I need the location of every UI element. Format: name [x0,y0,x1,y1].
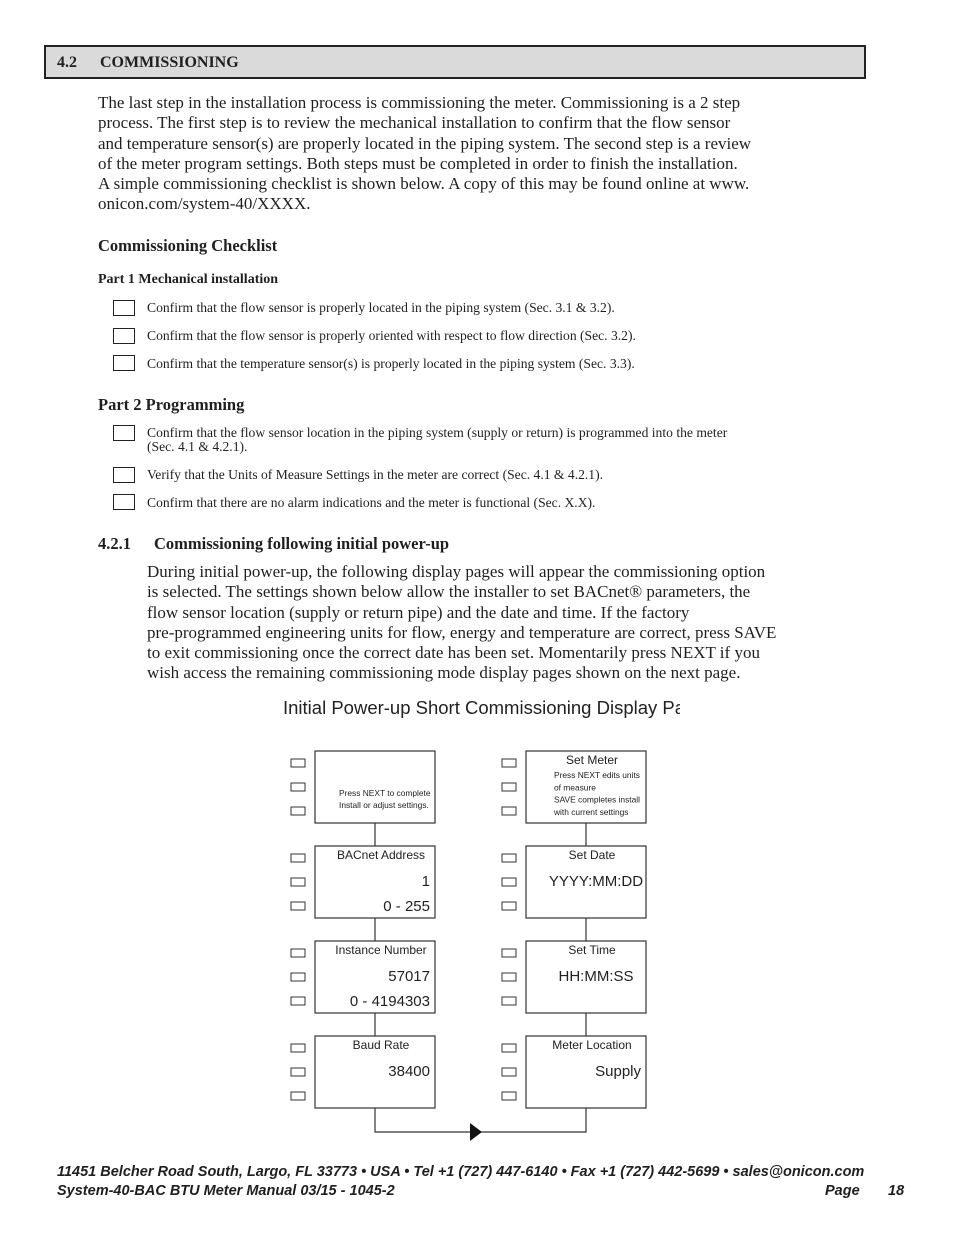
meter-button[interactable] [291,759,305,767]
footer-address: 11451 Belcher Road South, Largo, FL 33773 • USA • Tel +1 (727) 447-6140 • Fax +1 (727) 442-5699 • sales@onicon.com [57,1164,865,1180]
part1-title: Part 1 Mechanical installation [98,272,279,287]
footer-page-number: 18 [888,1183,905,1199]
checkbox[interactable] [113,300,135,316]
checklist-item-text: (Sec. 4.1 & 4.2.1). [147,439,248,454]
meter-button[interactable] [502,854,516,862]
meter-button[interactable] [502,973,516,981]
meter-button[interactable] [502,807,516,815]
intro-line: of the meter program settings. Both steps must be completed in order to finish the installation. [98,153,738,173]
checklist-item-text: Confirm that the flow sensor location in the piping system (supply or return) is programmed into the meter [147,425,728,440]
screen-heading: Instance Number [335,943,427,957]
meter-button[interactable] [291,902,305,910]
body-line: pre-programmed engineering units for flow, energy and temperature are correct, press SAVE [147,622,777,642]
subsection-number: 4.2.1 [98,534,131,553]
body-line: to exit commissioning once the correct date has been set. Momentarily press NEXT if you [147,643,760,663]
meter-button[interactable] [291,878,305,886]
meter-button[interactable] [502,783,516,791]
meter-button[interactable] [291,783,305,791]
intro-line: process. The first step is to review the mechanical installation to confirm that the flow sensor [98,113,731,133]
screen-heading: Baud Rate [352,1038,410,1052]
section-header [44,45,866,79]
checkbox[interactable] [113,425,135,441]
meter-button[interactable] [502,1092,516,1100]
screen-text: Press NEXT to complete [339,788,431,798]
checkbox[interactable] [113,328,135,344]
checklist-item-text: Verify that the Units of Measure Settings in the meter are correct (Sec. 4.1 & 4.2.1). [147,467,604,482]
footer-manual: System-40-BAC BTU Meter Manual 03/15 - 1045-2 [57,1183,395,1199]
screen-range: 0 - 255 [383,898,430,915]
intro-paragraph [98,93,751,215]
meter-button[interactable] [502,1068,516,1076]
checklist-item-text: Confirm that there are no alarm indications and the meter is functional (Sec. X.X). [147,495,596,510]
screen-range: 0 - 4194303 [349,993,430,1010]
intro-line: and temperature sensor(s) are properly located in the piping system. The second step is a review [98,133,752,153]
flow-arrow-icon [470,1123,482,1141]
meter-button[interactable] [291,973,305,981]
screen-heading: Set Date [568,848,616,862]
subsection-body [147,562,776,684]
meter-button[interactable] [502,759,516,767]
checklist-title: Commissioning Checklist [98,236,278,255]
meter-button[interactable] [502,1044,516,1052]
screen-value: 57017 [388,968,430,985]
body-line: flow sensor location (supply or return pipe) and the date and time. If the factory [147,602,690,622]
screen-heading: Meter Location [552,1038,632,1052]
intro-line: A simple commissioning checklist is shown below. A copy of this may be found online at www. [98,174,750,194]
body-line: During initial power-up, the following display pages will appear the commissioning option [147,562,766,581]
meter-button[interactable] [502,949,516,957]
checkbox[interactable] [113,355,135,371]
screen-heading: Set Time [568,943,616,957]
checkbox[interactable] [113,467,135,483]
screen-text: Install or adjust settings. [339,800,429,810]
footer-page-label: Page [825,1183,860,1199]
meter-button[interactable] [291,1068,305,1076]
meter-button[interactable] [502,878,516,886]
meter-button[interactable] [291,997,305,1005]
screen-text: SAVE completes install [554,794,640,805]
subsection-title: Commissioning following initial power-up [154,534,450,553]
screen-heading: Set Meter [565,753,619,767]
body-line: wish access the remaining commissioning mode display pages shown on the next page. [147,663,741,683]
meter-button[interactable] [502,902,516,910]
screen-text: of measure [554,782,596,793]
section-number: 4.2 [57,54,77,71]
screen-value: 38400 [388,1063,430,1080]
body-line: is selected. The settings shown below allow the installer to set BACnet® parameters, the [147,582,751,602]
diagram-title: Initial Power-up Short Commissioning Display Pages [283,697,680,718]
section-title: COMMISSIONING [100,54,239,71]
meter-button[interactable] [291,807,305,815]
meter-button[interactable] [291,1044,305,1052]
screen-heading: BACnet Address [336,848,426,862]
display-screen [315,751,435,823]
intro-line: onicon.com/system-40/XXXX. [98,194,311,214]
screen-value: Supply [595,1063,641,1080]
screen-text: with current settings [554,806,629,817]
meter-button[interactable] [291,949,305,957]
display-pages-diagram [280,695,680,1145]
part2-title: Part 2 Programming [98,395,245,414]
screen-value: 1 [421,873,430,890]
meter-button[interactable] [291,854,305,862]
flow-line [375,1108,586,1132]
intro-line: The last step in the installation process is commissioning the meter. Commissioning is a 2 step [98,93,741,112]
screen-value: HH:MM:SS [558,968,634,985]
checklist-item-text: Confirm that the temperature sensor(s) is properly located in the piping system (Sec. 3.3). [147,356,635,371]
meter-button[interactable] [502,997,516,1005]
checklist-item-text: Confirm that the flow sensor is properly oriented with respect to flow direction (Sec. 3.2). [147,328,636,343]
meter-button[interactable] [291,1092,305,1100]
commissioning-diagram [280,695,680,1150]
screen-value: YYYY:MM:DD [548,873,644,890]
screen-text: Press NEXT edits units [554,770,640,780]
checkbox[interactable] [113,494,135,510]
checklist-item-text: Confirm that the flow sensor is properly located in the piping system (Sec. 3.1 & 3.2). [147,300,615,315]
